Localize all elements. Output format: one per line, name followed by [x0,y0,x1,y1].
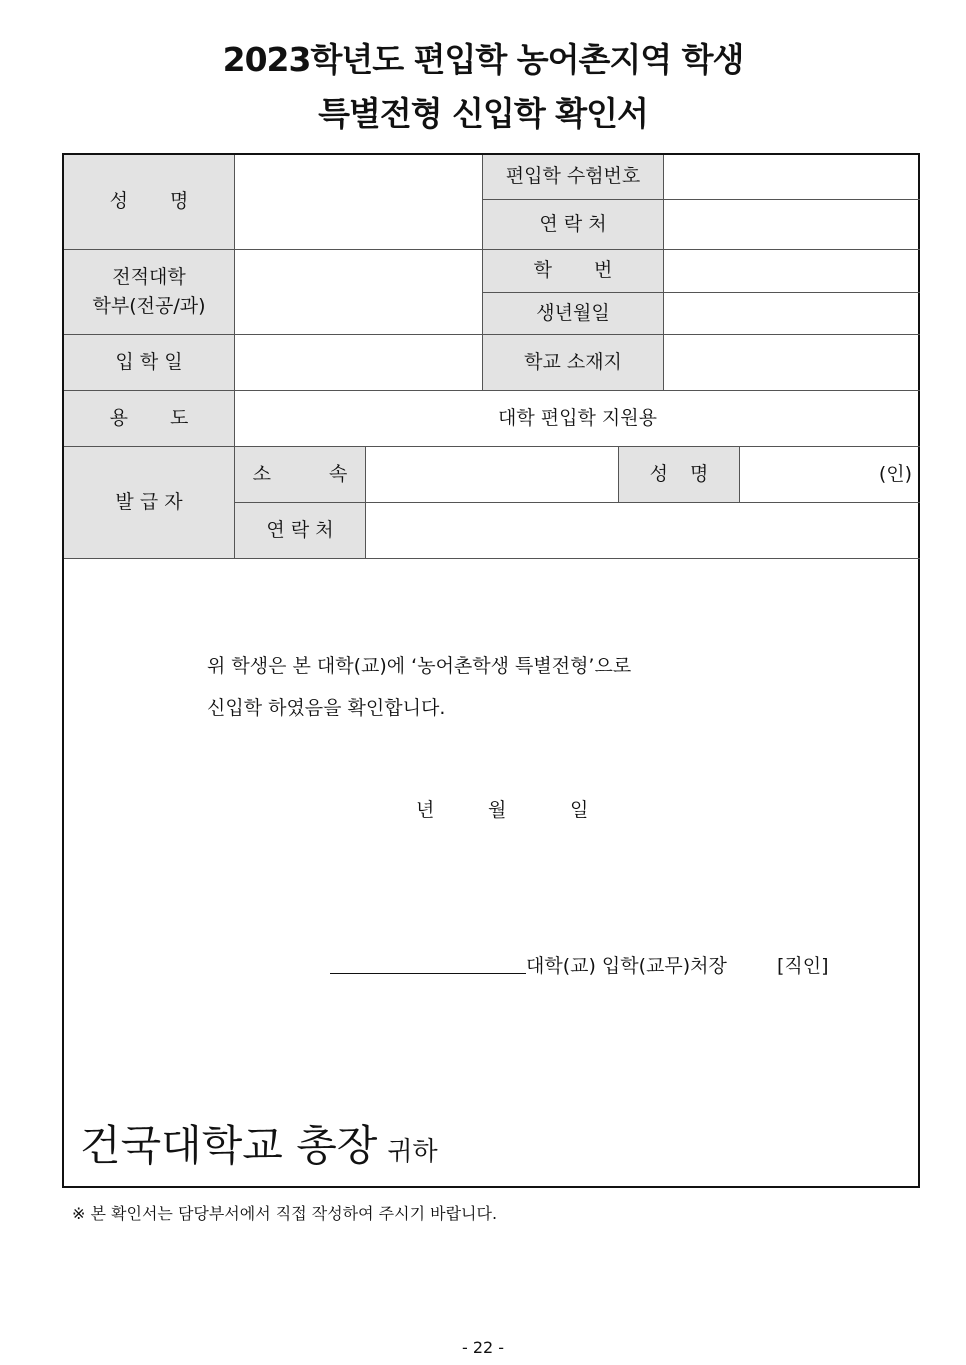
issuer-contact-field[interactable] [366,503,920,559]
purpose-value: 대학 편입학 지원용 [235,391,920,447]
name-label: 성 명 [64,155,235,250]
previous-university-field[interactable] [235,250,483,335]
issuer-name-label: 성 명 [619,447,740,503]
school-location-label: 학교 소재지 [483,335,664,391]
addressee [80,1113,438,1173]
confirmation-form [62,153,920,1188]
exam-number-field[interactable] [664,155,920,200]
contact-label: 연 락 처 [483,200,664,250]
exam-number-label: 편입학 수험번호 [483,155,664,200]
contact-field[interactable] [664,200,920,250]
statement-line1: 위 학생은 본 대학(교)에 ‘농어촌학생 특별전형’으로 [207,655,632,677]
entry-date-label: 입 학 일 [64,335,235,391]
seal-mark: (인) [878,462,912,485]
issuer-contact-label: 연 락 처 [235,503,366,559]
signature-title: 대학(교) 입학(교무)처장 [526,955,727,977]
document-title-line1: 2023학년도 편입학 농어촌지역 학생 [222,40,744,79]
student-id-label: 학 번 [483,250,664,293]
date-month: 월 [488,799,507,821]
footnote: ※ 본 확인서는 담당부서에서 직접 작성하여 주시기 바랍니다. [72,1204,498,1223]
issuer-name-field[interactable] [740,447,920,503]
date-year: 년 [416,799,435,821]
entry-date-field[interactable] [235,335,483,391]
name-field[interactable] [235,155,483,250]
birth-date-field[interactable] [664,293,920,335]
issuer-label: 발 급 자 [64,447,235,559]
purpose-label: 용 도 [64,391,235,447]
signature-blank-line[interactable] [330,973,526,974]
birth-date-label: 생년월일 [483,293,664,335]
school-location-field[interactable] [664,335,920,391]
student-id-field[interactable] [664,250,920,293]
previous-university-label: 전적대학 학부(전공/과) [64,250,235,335]
official-seal-mark: [직인] [777,955,829,977]
document-title-line2: 특별전형 신입학 확인서 [318,94,648,133]
statement-line2: 신입학 하였음을 확인합니다. [207,697,446,719]
affiliation-field[interactable] [366,447,619,503]
addressee-name: 건국대학교 총장 [80,1121,378,1170]
date-day: 일 [570,799,589,821]
page-number: - 22 - [461,1338,505,1357]
addressee-honorific: 귀하 [387,1137,438,1167]
affiliation-label: 소 속 [235,447,366,503]
